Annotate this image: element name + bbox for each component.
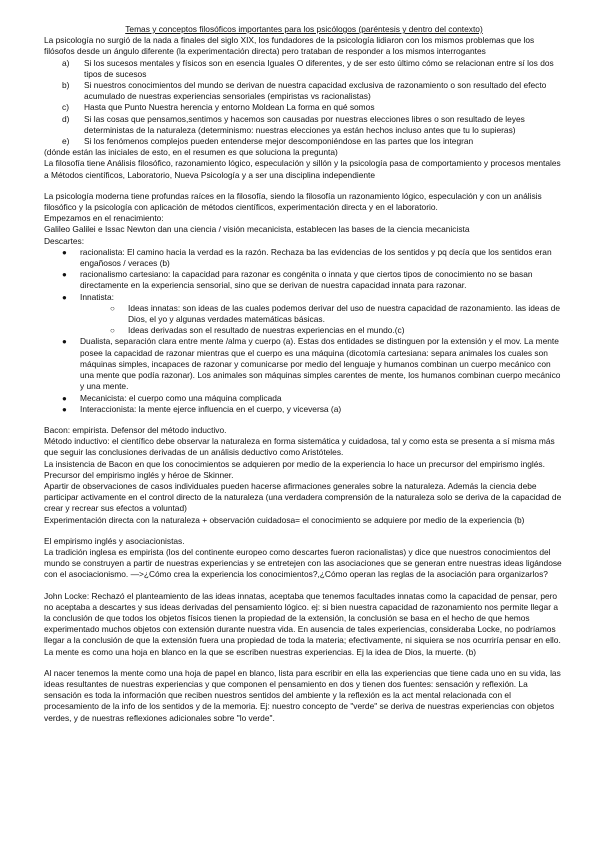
question-item xyxy=(62,136,564,147)
list-item xyxy=(62,247,564,269)
sublist-item-text: Ideas innatas: son ideas de las cuales podemos derivar del uso de nuestra capacidad de razonamiento. las ideas de Dios, el yo y algunas verdades matemáticas básicas. xyxy=(128,302,561,325)
list-item xyxy=(62,404,564,415)
philosophy-vs-psychology-paragraph: La filosofía tiene Análisis filosófico, razonamiento lógico, especulación y sillón y la psicología pasa de comportamiento y procesos mentales a Métodos científicos, Laboratorio, Nueva Psicología y a ser una disciplina independiente xyxy=(44,158,561,180)
question-text: Si los sucesos mentales y físicos son en esencia Iguales O diferentes, y de ser esto último cómo se relacionan entre sí los dos tipos de sucesos xyxy=(84,57,554,79)
list-item xyxy=(62,393,564,404)
question-marker: d) xyxy=(62,113,70,124)
list-item xyxy=(62,292,564,337)
question-item xyxy=(62,102,564,113)
intro-paragraph: La psicología no surgió de la nada a finales del siglo XIX, los fundadores de la psicología lidiaron con los mismos problemas que los filósofos desde un ángulo diferente (la experimentación directa) pero trataban de responder a los mismos interrogantes xyxy=(44,35,535,57)
descartes-list xyxy=(44,247,564,415)
english-tradition-paragraph: La tradición inglesa es empirista (los del continente europeo como descartes fueron racionalistas) y dice que nuestros conocimientos del mundo se construyen a partir de nuestras experiencias y se entretejen con las asociaciones que se generan entre nuestras ideas ligándose con el asociacionismo. —>¿Cómo crea la experiencia los conocimientos?,¿Cómo operan las reglas de la asociación para organizarlos? xyxy=(44,546,562,580)
bullet-icon: ● xyxy=(62,292,67,302)
question-item xyxy=(62,80,564,102)
sublist-item xyxy=(110,303,564,325)
document-title: Temas y conceptos filosóficos importantes para los psicólogos (paréntesis y dentro del contexto) xyxy=(125,24,483,34)
bullet-icon: ● xyxy=(62,404,67,414)
innatista-sublist xyxy=(80,303,564,337)
question-marker: e) xyxy=(62,136,70,147)
list-item xyxy=(62,336,564,392)
question-text: Si las cosas que pensamos,sentimos y hacemos son causadas por nuestras elecciones libres o son resultado de leyes deterministas de la naturaleza (determinismo: nuestras elecciones ya están hechos incluso antes que tu lo supieras) xyxy=(84,113,525,135)
questions-list xyxy=(44,58,564,148)
experimentation-paragraph: Experimentación directa con la naturaleza + observación cuidadosa= el conocimiento se adquiere por medio de la experiencia (b) xyxy=(44,514,525,525)
galileo-newton-line: Galileo Galilei e Issac Newton dan una ciencia / visión mecanicista, establecen las bases de la ciencia mecanicista xyxy=(44,224,470,235)
question-text: Hasta que Punto Nuestra herencia y entorno Moldean La forma en qué somos xyxy=(84,102,375,113)
bullet-icon: ● xyxy=(62,337,67,347)
sublist-item xyxy=(110,325,564,336)
question-marker: b) xyxy=(62,80,70,91)
question-text: Si los fenómenos complejos pueden entenderse mejor descomponiéndose en las partes que los integran xyxy=(84,136,474,147)
circle-bullet-icon: ○ xyxy=(110,303,115,313)
descartes-heading: Descartes: xyxy=(44,235,85,246)
sublist-item-text: Ideas derivadas son el resultado de nuestras experiencias en el mundo.(c) xyxy=(128,325,405,336)
bacon-heading: Bacon: empirista. Defensor del método inductivo. xyxy=(44,424,227,435)
question-marker: c) xyxy=(62,102,69,113)
list-item-text: Mecanicista: el cuerpo como una máquina complicada xyxy=(80,392,282,403)
question-marker: a) xyxy=(62,57,70,68)
empiricism-heading: El empirismo inglés y asociacionistas. xyxy=(44,535,185,546)
locke-paragraph: John Locke: Rechazó el planteamiento de las ideas innatas, aceptaba que tenemos facultades innatas como la capacidad de pensar, pero no aceptaba a descartes y sus ideas derivadas del pensamiento lógico. ej: si bien nuestra capacidad de razonamiento nos permite llegar a la conclusión de que todos los objetos físicos tienen la propiedad de la extensión, la conclusión se basa en el hecho de que hemos experimentado muchos objetos con extensión durante nuestra vida. En ausencia de tales experiencias, consideraba Locke, no podríamos llegar a la conclusión de que la extensión fuera una propiedad de toda la materia; efectivamente, ni siquiera se nos ocurriría pensar en ello. La mente es como una hoja en blanco en la que se escriben nuestras experiencias. Ej la idea de Dios, la muerte. (b) xyxy=(44,590,561,657)
bacon-empiricism-paragraph: La insistencia de Bacon en que los conocimientos se adquieren por medio de la experiencia lo hace un precursor del empirismo inglés. Precursor del empirismo inglés y héroe de Skinner. xyxy=(44,458,545,480)
renaissance-heading: Empezamos en el renacimiento: xyxy=(44,213,164,224)
bullet-icon: ● xyxy=(62,247,67,257)
circle-bullet-icon: ○ xyxy=(110,326,115,336)
inductive-method-paragraph: Método inductivo: el científico debe observar la naturaleza en forma sistemática y cuidadosa, tal y como esta se presenta a sí misma más que seguir las conclusiones derivadas de un análisis deductivo como Aristóteles. xyxy=(44,436,555,458)
blank-slate-paragraph: Al nacer tenemos la mente como una hoja de papel en blanco, lista para escribir en ella las experiencias que tiene cada uno en su vida, las ideas resultantes de nuestras experiencias y que componen el pensamiento en dos y tienen dos fuentes: sensación y reflexión. La sensación es toda la información que reciben nuestros sentidos del ambiente y la reflexión es la act mental relacionada con el procesamiento de la info de los sentidos y de la memoria. Ej: nuestro concepto de "verde" se deriva de nuestras experiencias con objetos verdes, y de nuestras reflexiones adicionales sobre "lo verde". xyxy=(44,667,561,723)
list-item-text: Innatista: xyxy=(80,291,114,302)
list-item-text: Dualista, separación clara entre mente /alma y cuerpo (a). Estas dos entidades se distinguen por la extensión y el mov. La mente posee la capacidad de razonar mientras que el cuerpo es una máquina (dicotomía cartesiana: separa animales los cuales son máquinas simples, incapaces de razonar y comunicarse por medio del lenguaje y humanos combinan un cuerpo mecánico con una mente que podía razonar). Los animales son máquinas simples carentes de mente, los humanos combinan cuerpo mecánico y una mente. xyxy=(80,336,561,392)
bullet-icon: ● xyxy=(62,393,67,403)
observations-paragraph: Apartir de observaciones de casos individuales pueden hacerse afirmaciones generales sobre la naturaleza. Además la ciencia debe participar activamente en el control directo de la naturaleza (una verdadera comprensión de la naturaleza solo se deriva de la capacidad de crear y recrear sus efectos a voluntad) xyxy=(44,480,562,514)
bullet-icon: ● xyxy=(62,270,67,280)
note-paragraph: (dónde están las iniciales de esto, en el resumen es que soluciona la pregunta) xyxy=(44,147,338,158)
modern-psychology-paragraph: La psicología moderna tiene profundas raíces en la filosofía, siendo la filosofía un razonamiento lógico, especulación y con un análisis filosófico y la psicología con aplicación de métodos científicos, experimentación directa y en el laboratorio. xyxy=(44,190,542,213)
question-item xyxy=(62,114,564,136)
list-item xyxy=(62,269,564,291)
question-text: Si nuestros conocimientos del mundo se derivan de nuestra capacidad exclusiva de razonamiento o son resultado del efecto acumulado de nuestras experiencias sensoriales (empiristas vs racionalistas) xyxy=(84,80,547,102)
list-item-text: racionalismo cartesiano: la capacidad para razonar es congénita o innata y que ciertos tipos de conocimiento no se basan directamente en la experiencia sensorial, sino que se derivan de nuestra capacidad innata para razonar. xyxy=(80,269,533,291)
list-item-text: Interaccionista: la mente ejerce influencia en el cuerpo, y viceversa (a) xyxy=(80,403,342,414)
question-item xyxy=(62,58,564,80)
list-item-text: racionalista: El camino hacia la verdad es la razón. Rechaza ba las evidencias de los sentidos y pq decía que los sentidos eran engañosos / veraces (b) xyxy=(80,246,552,269)
